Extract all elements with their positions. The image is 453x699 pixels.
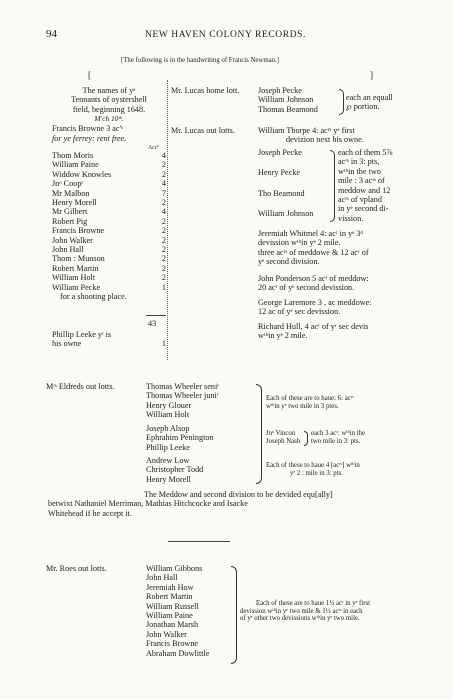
total-rule	[146, 315, 166, 316]
table-row: Robert Martin 2	[52, 263, 166, 273]
eldreds-label: Mʳˢ Eldreds out lotts.	[46, 382, 115, 391]
column-divider	[167, 80, 168, 360]
table-row: William Holt 2	[52, 273, 166, 283]
acres-header: Acr'ˢ	[148, 145, 159, 151]
table-row: Thom Moris 4	[52, 151, 166, 160]
hull-entry: Richard Hull, 4 acʳ of yʳ sec devis wᵗʰin yᵉ 2 mile.	[258, 322, 369, 341]
shooting-place-note: for a shooting place.	[60, 292, 127, 302]
table-row: William Pecke 1	[52, 282, 166, 292]
table-row: Mr Gilbert 4	[52, 207, 166, 217]
table-row: Mr Malbon 7	[52, 188, 166, 198]
roes-note: Each of these are to haue 1½ acʳ in yᵉ first devission wᵗʰin yᵉ two mile & 1½ acʳˢ in each of yᵉ other two devissions wᵗʰin yᵉ two mile.	[240, 600, 371, 623]
lucas-out-label: Mr. Lucas out lotts.	[171, 126, 235, 135]
meddow-paragraph: The Meddow and second division to be devided equ[ally] betwixt Nathaniel Merriman, Mathias Hitchcocke and Isacke Whitehead if he accept it.	[48, 490, 333, 518]
page-number: 94	[46, 28, 57, 40]
eldreds-note-2: each 3 acʳ: wᵗʰin the two mile in 3: pts.	[311, 430, 366, 445]
roes-names: William Gibbons John Hall Jeremiah How Robert Martin William Russell William Paine Jonathan Marsh John Walker Francis Browne Abraham Dowlittle	[146, 564, 210, 658]
table-row: Robert Pig 2	[52, 216, 166, 226]
ferrey-line: for ye ferrey: rent free.	[52, 134, 127, 143]
eldreds-note-1: Each of these are to haue: 6: acʳˢ wᵗʰin yᵉ two mile in 3 ptes.	[266, 395, 354, 410]
lucas-home-brace	[339, 89, 344, 115]
table-row: Thom : Munson 2	[52, 254, 166, 264]
francis-ferrey-line: Francis Browne 3 ac'ˢ	[52, 124, 123, 133]
table-row: Francis Browne 2	[52, 226, 166, 236]
laremore-entry: George Laremore 3 , ac meddowe: 12 ac of yᵉ sec devission.	[258, 298, 372, 317]
leeke-entry: Phillip Leeke yᵗ is his owne 1	[52, 330, 166, 349]
eldreds-note-2-names: Jnᵒ Vincon Joseph Nash	[266, 430, 301, 445]
lucas-out-group-note: each of them 5⅞ acʳˢ in 3: pts, wᵗʰin the two mile : 3 acʳˢ of meddow and 12 acʳˢ of vpland in yᵉ second di- vission.	[338, 148, 393, 223]
section-rule	[168, 541, 230, 542]
table-row: William Paine 2	[52, 160, 166, 170]
table-row: Henry Morell 2	[52, 198, 166, 208]
eldreds-inner-brace	[304, 431, 308, 446]
table-row: John Walker 2	[52, 235, 166, 245]
table-row: Jnᵒ Coopʳ 4	[52, 179, 166, 189]
left-bracket: [	[88, 70, 92, 80]
tenants-intro: The names of yᵉ Tennants of oystershell field, beginning 1648. M'ch 10ᵗʰ.	[71, 86, 147, 124]
eldreds-names-3: Andrew Low Christopher Todd Henry Morell	[146, 456, 204, 484]
ponderson-entry: John Ponderson 5 acʳ of meddow: 20 acʳ of yᵉ second devission.	[258, 274, 369, 293]
eldreds-brace	[256, 384, 262, 484]
roes-brace	[231, 566, 237, 664]
tenants-table	[52, 151, 166, 302]
lucas-out-brace	[330, 150, 335, 222]
lucas-home-label: Mr. Lucas home lott.	[171, 86, 240, 95]
handwriting-note: [The following is in the handwriting of Francis Newman.]	[121, 57, 279, 64]
eldreds-names-1: Thomas Wheeler seniʳ Thomas Wheeler juniʳ Henry Glouer William Holt	[146, 382, 220, 420]
table-row: Widdow Knowles 2	[52, 169, 166, 179]
whitmel-entry: Jeremiah Whitmel 4: acʳ in yᵉ 3ᵈ devission wᵗʰin yᵉ 2 mile. three acʳˢ of meddowe & 12 acʳ of yᵉ second division.	[258, 229, 369, 267]
lucas-home-note: each an equall ℘ portion.	[346, 93, 393, 112]
table-row: John Hall 2	[52, 245, 166, 255]
lucas-home-names: Joseph Pecke William Johnson Thomas Beamond	[258, 86, 318, 114]
running-title: NEW HAVEN COLONY RECORDS.	[145, 30, 307, 40]
tenants-total: 43	[148, 319, 157, 328]
eldreds-note-3: Each of these to haue 4 [acʳˢ] wᵗʰin yᵉ 2 : mile in 3: pts.	[266, 462, 360, 477]
thorpe-entry: William Thorpe 4: acʳˢ yᵉ first devizion next his owne.	[258, 126, 364, 145]
roes-label: Mr. Roes out lotts.	[46, 564, 107, 573]
eldreds-names-2: Joseph Alsop Ephrahim Penington Phillip Leeke	[146, 424, 214, 452]
right-bracket: ]	[370, 70, 374, 80]
lucas-out-group-names: Joseph Pecke Henry Pecke Tho Beamond William Johnson	[258, 148, 314, 219]
